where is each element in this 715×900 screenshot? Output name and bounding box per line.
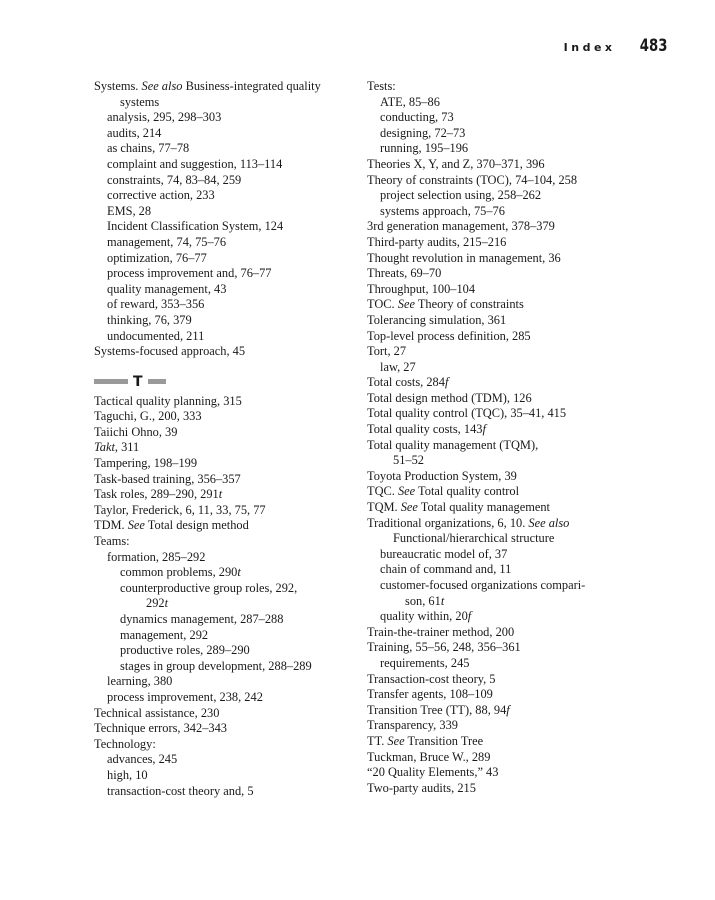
index-entry bbox=[367, 484, 637, 500]
index-entry-text: 292 bbox=[146, 596, 165, 611]
index-entry-text: customer-focused organizations compari- bbox=[380, 578, 586, 592]
index-entry-text: corrective action, 233 bbox=[107, 188, 215, 203]
index-entry-text: Top-level process definition, 285 bbox=[367, 328, 531, 343]
index-entry-text: Tampering, 198–199 bbox=[94, 456, 198, 471]
index-entry bbox=[94, 752, 356, 768]
index-entry bbox=[94, 297, 356, 313]
index-entry bbox=[367, 360, 637, 376]
section-letter: T bbox=[133, 373, 143, 390]
index-entry-text: Technology: bbox=[94, 736, 156, 751]
index-entry-italic-text: t bbox=[218, 487, 223, 502]
index-entry-italic-text: Takt bbox=[94, 440, 115, 455]
index-entry-text: Total quality management (TQM), bbox=[367, 437, 539, 452]
index-entry-text: chain of command and, 11 bbox=[380, 562, 512, 577]
index-entry bbox=[367, 781, 637, 797]
index-entry-text: formation, 285–292 bbox=[107, 549, 206, 564]
index-entry-text: Train-the-trainer method, 200 bbox=[367, 624, 515, 639]
index-entry-text: quality management, 43 bbox=[107, 281, 227, 296]
index-entry-text: TT. bbox=[367, 733, 388, 748]
index-entry-text: Theory of constraints bbox=[414, 297, 524, 312]
index-entry-text: Theories X, Y, and Z, 370–371, 396 bbox=[367, 156, 545, 171]
index-entry bbox=[367, 344, 637, 360]
index-entry-italic-text: See bbox=[397, 484, 416, 499]
index-entry-text: Theory of constraints (TOC), 74–104, 258 bbox=[367, 172, 578, 187]
index-entry-italic-text: f bbox=[506, 702, 510, 717]
index-group-s bbox=[94, 79, 356, 360]
index-entry bbox=[367, 625, 637, 641]
index-entry-text: undocumented, 211 bbox=[107, 328, 205, 343]
index-entry bbox=[94, 612, 356, 628]
index-entry-text: transaction-cost theory and, 5 bbox=[107, 783, 254, 798]
index-entry-text: complaint and suggestion, 113–114 bbox=[107, 156, 283, 171]
index-column-right bbox=[367, 79, 637, 796]
index-entry bbox=[367, 750, 637, 766]
index-entry bbox=[94, 503, 356, 519]
index-entry-continuation bbox=[367, 453, 637, 469]
index-entry-text: Total quality costs, 143 bbox=[367, 422, 483, 437]
index-entry bbox=[94, 550, 356, 566]
section-rule-right bbox=[148, 379, 166, 384]
index-entry-italic-text: See also bbox=[141, 79, 183, 93]
index-entry bbox=[94, 173, 356, 189]
index-entry-text: of reward, 353–356 bbox=[107, 297, 205, 312]
index-entry-italic-text: See bbox=[127, 518, 145, 533]
page-number: 483 bbox=[639, 36, 667, 56]
index-entry-text: thinking, 76, 379 bbox=[107, 312, 192, 327]
index-entry bbox=[367, 469, 637, 485]
index-entry bbox=[367, 734, 637, 750]
index-entry-text: Taylor, Frederick, 6, 11, 33, 75, 77 bbox=[94, 502, 266, 517]
index-entry-text: EMS, 28 bbox=[107, 203, 152, 218]
index-entry bbox=[367, 562, 637, 578]
index-entry-italic-text: f bbox=[467, 609, 472, 624]
index-entry bbox=[94, 282, 356, 298]
index-entry bbox=[367, 672, 637, 688]
index-entry-text: law, 27 bbox=[380, 359, 416, 374]
index-entry-text: ATE, 85–86 bbox=[380, 94, 440, 109]
index-entry bbox=[94, 266, 356, 282]
index-entry bbox=[94, 487, 356, 503]
index-entry bbox=[94, 628, 356, 644]
index-column-left bbox=[94, 79, 356, 799]
index-entry-text: designing, 72–73 bbox=[380, 125, 466, 140]
index-entry-text: TOC. bbox=[367, 297, 398, 312]
index-entry-text: Total quality control (TQC), 35–41, 415 bbox=[367, 406, 567, 421]
index-entry-text: Transfer agents, 108–109 bbox=[367, 687, 493, 702]
index-entry-text: productive roles, 289–290 bbox=[120, 643, 250, 658]
index-entry-text: Task-based training, 356–357 bbox=[94, 471, 241, 486]
index-entry-text: Technical assistance, 230 bbox=[94, 705, 220, 720]
index-entry bbox=[367, 188, 637, 204]
index-entry-text: Total quality control bbox=[415, 484, 520, 499]
index-entry-italic-text: See bbox=[400, 500, 418, 515]
index-entry-text: Training, 55–56, 248, 356–361 bbox=[367, 640, 521, 655]
index-entry-text: process improvement and, 76–77 bbox=[107, 266, 272, 281]
index-entry bbox=[94, 344, 356, 360]
index-entry bbox=[94, 581, 356, 597]
index-entry bbox=[367, 656, 637, 672]
index-entry-text: Traditional organizations, 6, 10. bbox=[367, 515, 529, 530]
index-entry-text: TDM. bbox=[94, 518, 128, 533]
running-title: Index bbox=[563, 41, 616, 54]
index-entry bbox=[94, 157, 356, 173]
index-entry-text: TQM. bbox=[367, 500, 401, 515]
index-entry-text: Total design method (TDM), 126 bbox=[367, 390, 532, 405]
index-entry bbox=[367, 141, 637, 157]
index-entry-text: Transition Tree bbox=[404, 733, 484, 748]
index-entry bbox=[367, 79, 637, 95]
index-entry bbox=[94, 251, 356, 267]
index-entry bbox=[94, 721, 356, 737]
index-entry bbox=[367, 438, 637, 454]
index-entry-text: Tests: bbox=[367, 79, 396, 93]
index-entry-italic-text: t bbox=[237, 565, 241, 580]
index-entry-text: Third-party audits, 215–216 bbox=[367, 234, 507, 249]
index-entry bbox=[94, 329, 356, 345]
index-entry-continuation bbox=[94, 95, 356, 111]
index-entry-continuation bbox=[367, 594, 637, 610]
index-entry bbox=[367, 422, 637, 438]
index-entry bbox=[94, 690, 356, 706]
index-entry-text: “20 Quality Elements,” 43 bbox=[367, 765, 499, 780]
index-entry-text: project selection using, 258–262 bbox=[380, 188, 542, 203]
index-entry bbox=[367, 687, 637, 703]
index-entry-continuation bbox=[367, 531, 637, 547]
index-entry-text: Transparency, 339 bbox=[367, 718, 458, 733]
index-entry-italic-text: t bbox=[164, 596, 169, 611]
index-entry-italic-text: See bbox=[387, 733, 405, 748]
index-entry bbox=[367, 313, 637, 329]
index-entry bbox=[94, 737, 356, 753]
index-entry-text: learning, 380 bbox=[107, 674, 173, 689]
index-entry bbox=[94, 674, 356, 690]
index-entry bbox=[94, 565, 356, 581]
index-entry-italic-text: f bbox=[482, 422, 486, 437]
index-entry bbox=[94, 534, 356, 550]
index-entry-text: quality within, 20 bbox=[380, 609, 468, 624]
index-entry bbox=[94, 235, 356, 251]
index-entry-italic-text: See also bbox=[528, 515, 570, 530]
index-group-t bbox=[94, 394, 356, 799]
index-entry-text: analysis, 295, 298–303 bbox=[107, 110, 222, 125]
index-entry-text: as chains, 77–78 bbox=[107, 141, 190, 156]
index-entry bbox=[367, 95, 637, 111]
index-entry bbox=[367, 251, 637, 267]
index-entry-text: conducting, 73 bbox=[380, 110, 454, 125]
index-entry-italic-text: f bbox=[444, 375, 449, 390]
index-entry-text: Transition Tree (TT), 88, 94 bbox=[367, 702, 507, 717]
index-entry bbox=[367, 703, 637, 719]
index-entry bbox=[367, 765, 637, 781]
section-heading-t bbox=[94, 372, 356, 392]
index-entry-text: Threats, 69–70 bbox=[367, 266, 442, 281]
index-entry bbox=[367, 500, 637, 516]
index-entry-text: common problems, 290 bbox=[120, 565, 238, 580]
index-entry bbox=[94, 706, 356, 722]
index-entry-text: Tort, 27 bbox=[367, 344, 407, 359]
index-entry-text: management, 292 bbox=[120, 627, 209, 642]
index-entry bbox=[94, 659, 356, 675]
index-entry bbox=[94, 456, 356, 472]
index-entry bbox=[367, 609, 637, 625]
index-entry bbox=[94, 219, 356, 235]
index-group-t-continued bbox=[367, 79, 637, 796]
index-entry bbox=[367, 266, 637, 282]
index-entry-italic-text: See bbox=[397, 297, 415, 312]
index-entry-text: systems bbox=[120, 94, 160, 109]
index-entry bbox=[367, 406, 637, 422]
index-entry-text: Toyota Production System, 39 bbox=[367, 468, 517, 483]
index-entry-text: Taguchi, G., 200, 333 bbox=[94, 409, 202, 424]
index-entry bbox=[367, 204, 637, 220]
index-entry-text: son, 61 bbox=[405, 593, 441, 608]
index-entry-text: Technique errors, 342–343 bbox=[94, 721, 227, 736]
index-entry-text: bureaucratic model of, 37 bbox=[380, 546, 508, 561]
index-entry-text: requirements, 245 bbox=[380, 655, 470, 670]
index-entry bbox=[367, 578, 637, 594]
index-entry-text: high, 10 bbox=[107, 767, 148, 782]
index-entry-text: Tuckman, Bruce W., 289 bbox=[367, 749, 491, 764]
index-entry-text: management, 74, 75–76 bbox=[107, 234, 227, 249]
index-entry bbox=[94, 472, 356, 488]
index-entry-text: Functional/hierarchical structure bbox=[393, 531, 555, 546]
index-entry-text: process improvement, 238, 242 bbox=[107, 689, 263, 704]
index-entry bbox=[94, 204, 356, 220]
index-entry bbox=[367, 547, 637, 563]
index-entry bbox=[367, 329, 637, 345]
index-entry-text: 51–52 bbox=[393, 453, 424, 468]
index-entry bbox=[94, 141, 356, 157]
index-entry bbox=[94, 768, 356, 784]
page-header bbox=[564, 36, 667, 56]
index-entry-text: Total costs, 284 bbox=[367, 375, 445, 390]
index-entry bbox=[367, 375, 637, 391]
index-entry bbox=[94, 79, 356, 95]
index-entry-text: Tolerancing simulation, 361 bbox=[367, 312, 507, 327]
index-entry bbox=[94, 394, 356, 410]
index-entry bbox=[94, 518, 356, 534]
index-entry-text: Throughput, 100–104 bbox=[367, 281, 476, 296]
index-entry bbox=[94, 440, 356, 456]
index-entry bbox=[94, 126, 356, 142]
index-entry bbox=[367, 516, 637, 532]
index-entry-text: Thought revolution in management, 36 bbox=[367, 250, 561, 265]
index-entry bbox=[94, 409, 356, 425]
index-entry-text: running, 195–196 bbox=[380, 141, 469, 156]
index-entry-text: Transaction-cost theory, 5 bbox=[367, 671, 496, 686]
index-entry-text: TQC. bbox=[367, 484, 398, 499]
index-entry bbox=[367, 219, 637, 235]
index-entry-text: advances, 245 bbox=[107, 752, 178, 767]
index-entry bbox=[367, 110, 637, 126]
index-entry-text: Two-party audits, 215 bbox=[367, 780, 476, 795]
index-entry bbox=[367, 126, 637, 142]
index-entry-continuation bbox=[94, 596, 356, 612]
index-entry bbox=[367, 718, 637, 734]
index-entry-text: Total quality management bbox=[417, 500, 551, 515]
section-rule-left bbox=[94, 379, 128, 384]
index-entry-text: Business-integrated quality bbox=[182, 79, 321, 93]
index-entry bbox=[94, 425, 356, 441]
index-entry bbox=[94, 188, 356, 204]
index-entry-text: Incident Classification System, 124 bbox=[107, 219, 284, 234]
index-entry bbox=[367, 235, 637, 251]
index-entry-text: Taiichi Ohno, 39 bbox=[94, 424, 178, 439]
index-entry bbox=[367, 173, 637, 189]
index-entry-text: Total design method bbox=[144, 518, 249, 533]
index-entry bbox=[367, 297, 637, 313]
index-entry-text: Task roles, 289–290, 291 bbox=[94, 487, 219, 502]
index-entry-text: 3rd generation management, 378–379 bbox=[367, 219, 555, 234]
index-entry bbox=[367, 282, 637, 298]
index-entry bbox=[94, 110, 356, 126]
index-entry-text: dynamics management, 287–288 bbox=[120, 612, 284, 626]
index-entry-text: Teams: bbox=[94, 534, 130, 549]
index-entry bbox=[367, 391, 637, 407]
index-entry bbox=[94, 313, 356, 329]
index-entry-text: optimization, 76–77 bbox=[107, 250, 207, 265]
index-entry-text: audits, 214 bbox=[107, 125, 162, 140]
index-entry-text: Systems-focused approach, 45 bbox=[94, 344, 246, 359]
index-entry-text: counterproductive group roles, 292, bbox=[120, 580, 298, 595]
index-entry bbox=[367, 640, 637, 656]
index-entry-italic-text: t bbox=[440, 593, 445, 608]
index-entry-text: constraints, 74, 83–84, 259 bbox=[107, 172, 242, 187]
index-entry bbox=[94, 643, 356, 659]
index-entry-text: Tactical quality planning, 315 bbox=[94, 393, 242, 408]
index-entry-text: Systems. bbox=[94, 79, 142, 93]
index-entry bbox=[94, 784, 356, 800]
index-entry bbox=[367, 157, 637, 173]
index-entry-text: , 311 bbox=[114, 440, 140, 455]
index-entry-text: systems approach, 75–76 bbox=[380, 203, 505, 218]
index-entry-text: stages in group development, 288–289 bbox=[120, 658, 312, 673]
